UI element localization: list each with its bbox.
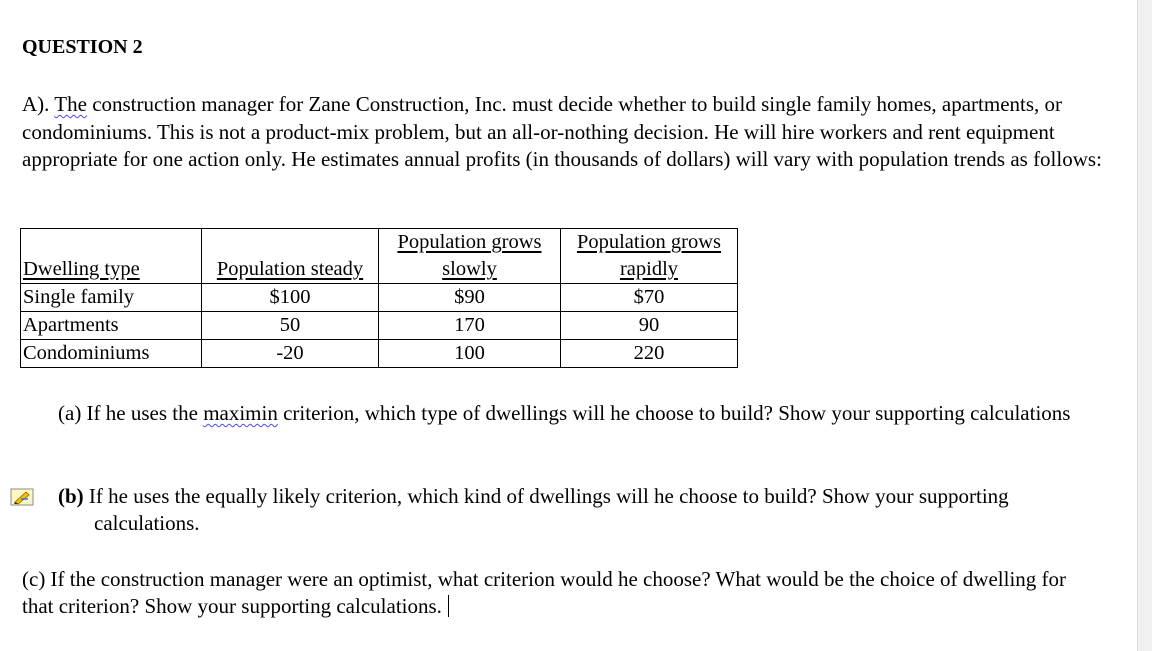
question-c: (c) If the construction manager were an optimist, what criterion would he choose? What would be the choice of dwelling for that criterion? Show your supporting calculations. — [22, 567, 1067, 618]
question-b: (b) If he uses the equally likely criterion, which kind of dwellings will he choose to build? Show your supporting calculations. — [58, 484, 1009, 535]
intro-prefix: A). — [22, 92, 55, 116]
cell-type: Condominiums — [21, 340, 202, 368]
text-cursor[interactable] — [448, 595, 449, 617]
profit-table — [20, 228, 738, 368]
cell-rapid: 90 — [561, 312, 738, 340]
table-header-row — [21, 229, 738, 284]
header-population-rapid: Population grows rapidly — [561, 229, 738, 284]
cell-slow: 100 — [379, 340, 561, 368]
table-row — [21, 284, 738, 312]
cell-type: Single family — [21, 284, 202, 312]
cell-type: Apartments — [21, 312, 202, 340]
highlighter-pen-icon[interactable] — [10, 486, 34, 508]
cell-steady: -20 — [202, 340, 379, 368]
intro-text: construction manager for Zane Construction, Inc. must decide whether to build single family homes, apartments, or condominiums. This is not a product-mix problem, but an all-or-nothing decision. He will hire workers and rent equipment appropriate for one action only. He estimates annual profits (in thousands of dollars) will vary with population trends as follows: — [22, 92, 1102, 171]
question-a: (a) If he uses the maximin criterion, which type of dwellings will he choose to build? Show your supporting calculations — [58, 401, 1071, 425]
vertical-scrollbar[interactable] — [1137, 0, 1152, 651]
header-dwelling-type: Dwelling type — [21, 229, 202, 284]
cell-slow: $90 — [379, 284, 561, 312]
intro-paragraph — [22, 91, 1102, 174]
spell-flagged-word[interactable]: The — [54, 92, 87, 116]
table-row — [21, 312, 738, 340]
question-heading: QUESTION 2 — [22, 36, 143, 58]
header-population-slow: Population grows slowly — [379, 229, 561, 284]
cell-rapid: $70 — [561, 284, 738, 312]
cell-steady: $100 — [202, 284, 379, 312]
table-row — [21, 340, 738, 368]
cell-steady: 50 — [202, 312, 379, 340]
spell-flagged-word[interactable]: maximin — [203, 401, 278, 425]
cell-rapid: 220 — [561, 340, 738, 368]
header-population-steady: Population steady — [202, 229, 379, 284]
cell-slow: 170 — [379, 312, 561, 340]
